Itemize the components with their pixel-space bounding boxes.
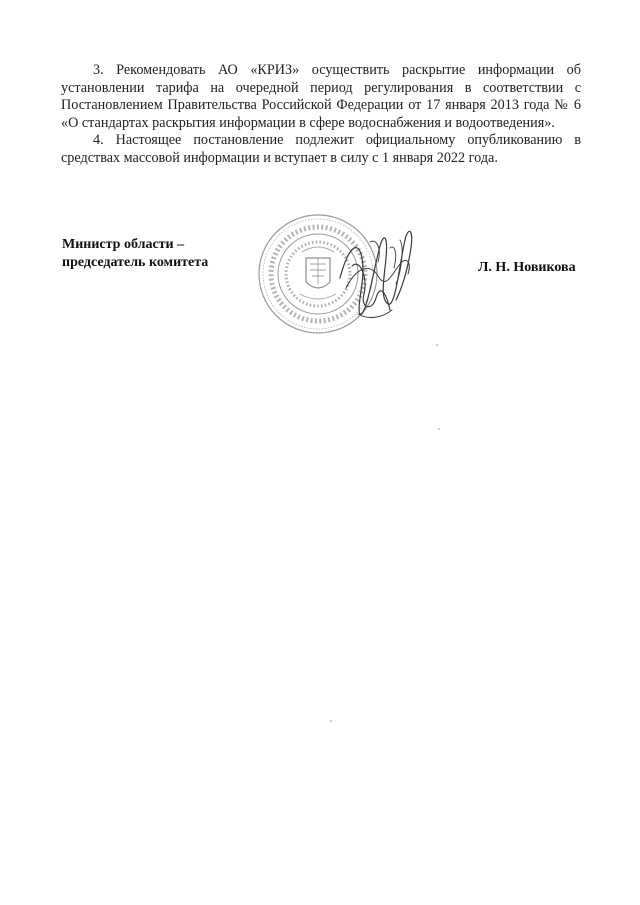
signatory-title-line1: Министр области –	[62, 237, 185, 252]
paragraph-4: 4. Настоящее постановление подлежит официальному опубликованию в средствах массовой информации и вступает в силу с 1 января 2022 года.	[61, 132, 581, 166]
handwritten-signature	[330, 218, 420, 328]
paragraph-3: 3. Рекомендовать АО «КРИЗ» осуществить раскрытие информации об установлении тарифа на очередной период регулирования в соответствии с Постановлением Правительства Российской Федерации от 17 января 2013 года № 6 «О стандартах раскрытия информации в сфере водоснабжения и водоотведения».	[61, 62, 581, 131]
scan-speck	[330, 720, 332, 722]
document-body	[61, 62, 581, 168]
scan-speck	[436, 344, 438, 346]
scan-speck	[438, 428, 440, 430]
signatory-name: Л. Н. Новикова	[478, 260, 576, 275]
signatory-title-line2: председатель комитета	[62, 255, 209, 270]
signatory-title	[62, 236, 208, 272]
